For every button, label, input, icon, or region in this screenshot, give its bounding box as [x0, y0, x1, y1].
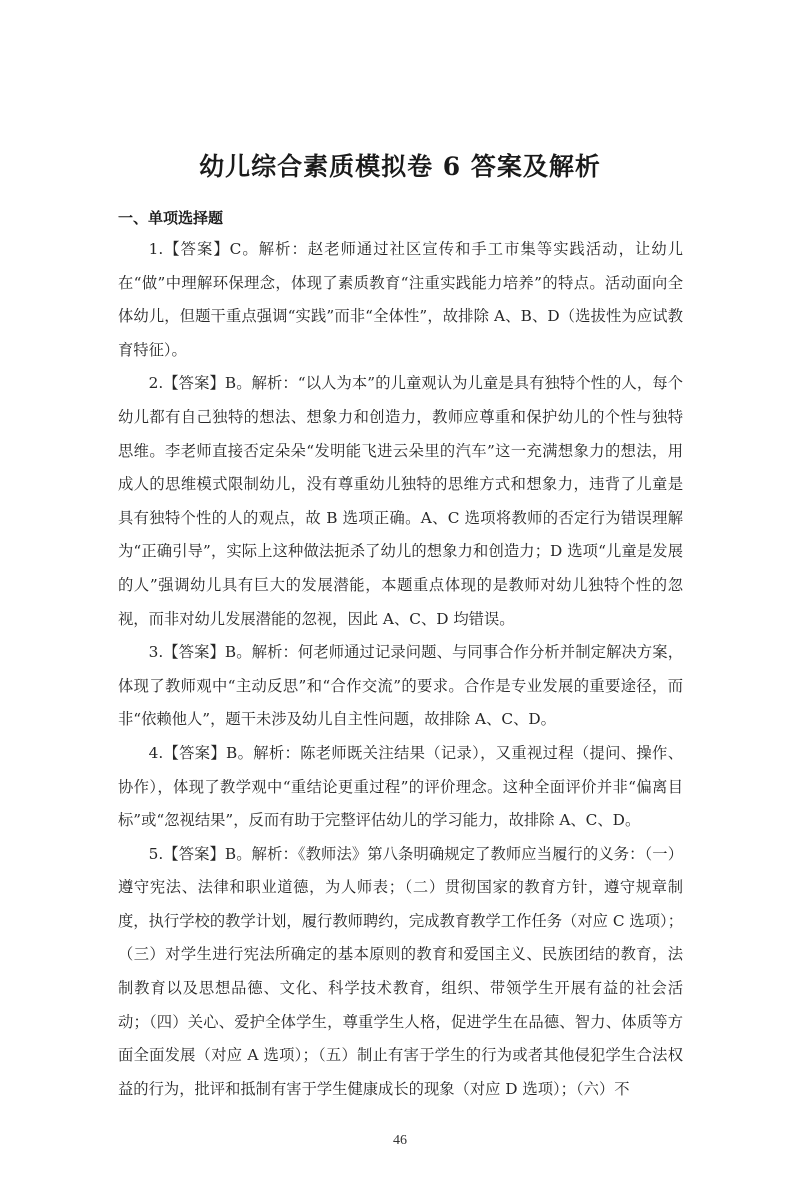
answer-item-4: 4.【答案】B。解析：陈老师既关注结果（记录），又重视过程（提问、操作、协作），体现了教学观中“重结论更重过程”的评价理念。这种全面评价并非“偏离目标”或“忽视结果”，反而有助于完整评估幼儿的学习能力，故排除 A、C、D。 [118, 743, 683, 830]
answer-item-1: 1.【答案】C。解析：赵老师通过社区宣传和手工市集等实践活动，让幼儿在“做”中理解环保理念，体现了素质教育“注重实践能力培养”的特点。活动面向全体幼儿，但题干重点强调“实践”而非“全体性”，故排除 A、B、D（选拔性为应试教育特征）。 [118, 240, 683, 359]
page-title: 幼儿综合素质模拟卷 6 答案及解析 [199, 152, 601, 181]
answer-list [118, 233, 683, 1106]
page-number: 46 [393, 1133, 407, 1148]
answer-item-2: 2.【答案】B。解析：“以人为本”的儿童观认为儿童是具有独特个性的人，每个幼儿都有自己独特的想法、想象力和创造力，教师应尊重和保护幼儿的个性与独特思维。李老师直接否定朵朵“发明能飞进云朵里的汽车”这一充满想象力的想法，用成人的思维模式限制幼儿，没有尊重幼儿独特的思维方式和想象力，违背了儿童是具有独特个性的人的观点，故 B 选项正确。A、C 选项将教师的否定行为错误理解为“正确引导”，实际上这种做法扼杀了幼儿的想象力和创造力；D 选项“儿童是发展的人”强调幼儿具有巨大的发展潜能，本题重点体现的是教师对幼儿独特个性的忽视，而非对幼儿发展潜能的忽视，因此 A、C、D 均错误。 [118, 374, 683, 628]
section-heading: 一、单项选择题 [118, 209, 224, 227]
answer-item-3: 3.【答案】B。解析：何老师通过记录问题、与同事合作分析并制定解决方案，体现了教师观中“主动反思”和“合作交流”的要求。合作是专业发展的重要途径，而非“依赖他人”，题干未涉及幼儿自主性问题，故排除 A、C、D。 [118, 643, 683, 729]
answer-item-5: 5.【答案】B。解析：《教师法》第八条明确规定了教师应当履行的义务：（一）遵守宪法、法律和职业道德，为人师表；（二）贯彻国家的教育方针，遵守规章制度，执行学校的教学计划，履行教师聘约，完成教育教学工作任务（对应 C 选项）；（三）对学生进行宪法所确定的基本原则的教育和爱国主义、民族团结的教育，法制教育以及思想品德、文化、科学技术教育，组织、带领学生开展有益的社会活动；（四）关心、爱护全体学生，尊重学生人格，促进学生在品德、智力、体质等方面全面发展（对应 A 选项）；（五）制止有害于学生的行为或者其他侵犯学生合法权益的行为，批评和抵制有害于学生健康成长的现象（对应 D 选项）；（六）不 [118, 844, 683, 1098]
